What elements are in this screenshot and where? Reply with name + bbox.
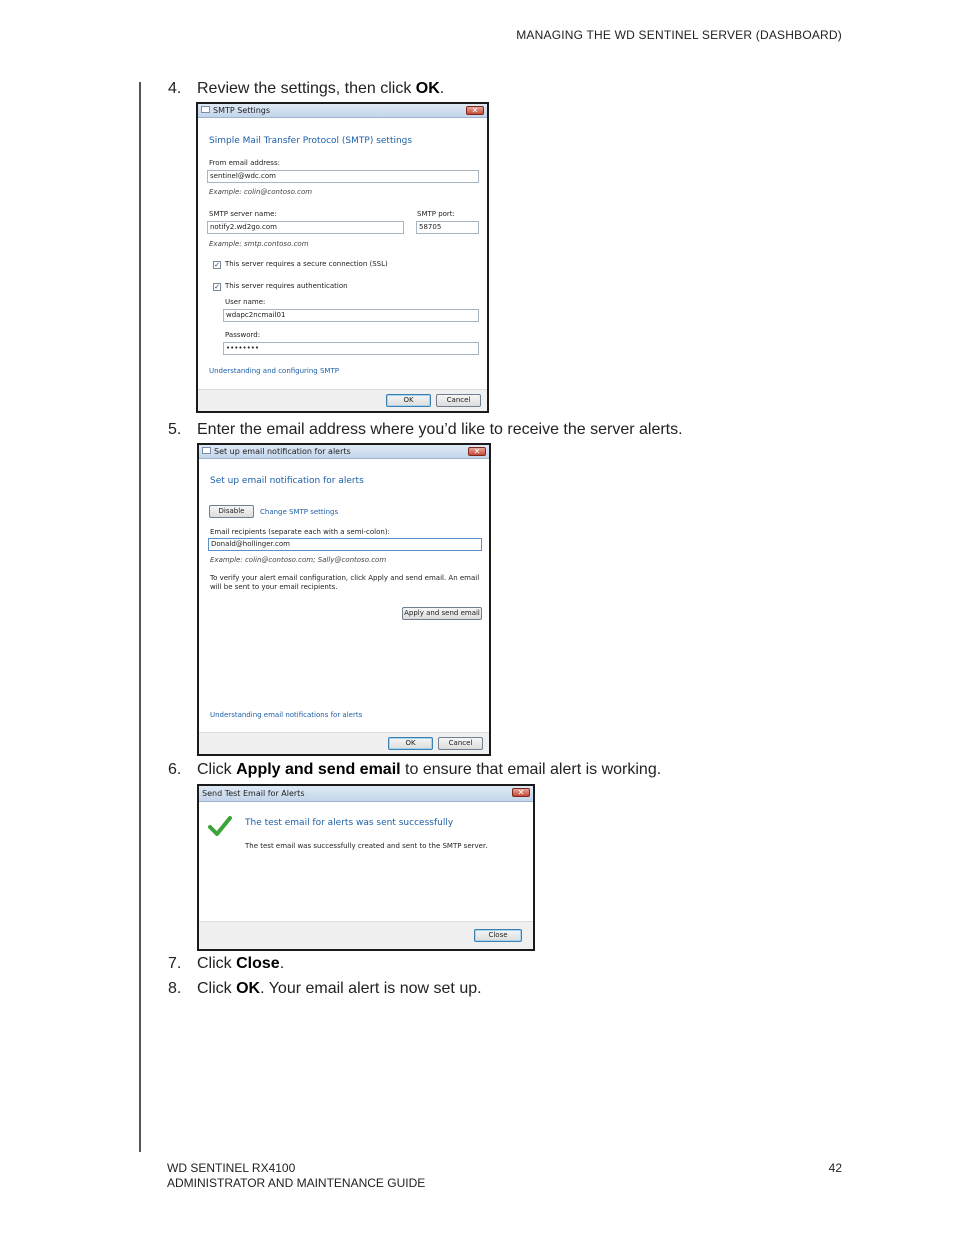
step-bold: Close (236, 955, 280, 972)
footer-product: WD SENTINEL RX4100 (167, 1161, 296, 1175)
recipients-input[interactable]: Donald@hollinger.com (208, 538, 482, 551)
success-check-icon (208, 815, 232, 837)
server-label: SMTP server name: (209, 210, 277, 218)
password-label: Password: (225, 331, 261, 339)
step-number: 4. (168, 80, 182, 97)
email-help-link[interactable]: Understanding email notifications for alerts (210, 711, 363, 719)
dialog-heading: The test email for alerts was sent successfully (245, 818, 454, 828)
close-icon[interactable]: ✕ (512, 788, 530, 797)
step-number: 5. (168, 421, 182, 438)
window-icon (202, 447, 211, 454)
dialog-footer (199, 732, 489, 754)
dialog-title: Set up email notification for alerts (214, 447, 351, 456)
smtp-server-input[interactable]: notify2.wd2go.com (207, 221, 404, 234)
step-text-end: . Your email alert is now set up. (260, 980, 482, 997)
username-label: User name: (225, 298, 266, 306)
ssl-checkbox[interactable]: ✓ (214, 261, 220, 269)
dialog-heading: Simple Mail Transfer Protocol (SMTP) settings (209, 136, 413, 146)
step-text: Review the settings, then click (197, 80, 416, 97)
email-notification-dialog (197, 443, 491, 756)
dialog-footer (199, 921, 533, 949)
dialog-footer (198, 389, 487, 411)
cancel-button[interactable]: Cancel (436, 394, 481, 407)
step-text: Click (197, 761, 237, 778)
step-text-end: . (279, 955, 285, 972)
change-smtp-link[interactable]: Change SMTP settings (260, 508, 339, 516)
close-button[interactable]: Close (474, 929, 522, 942)
auth-label: This server requires authentication (225, 282, 348, 290)
running-header: MANAGING THE WD SENTINEL SERVER (DASHBOARD) (516, 28, 842, 42)
smtp-help-link[interactable]: Understanding and configuring SMTP (209, 367, 339, 375)
from-example: Example: colin@contoso.com (209, 188, 313, 196)
step-number: 7. (168, 955, 182, 972)
smtp-settings-dialog (196, 102, 489, 413)
apply-and-send-button[interactable]: Apply and send email (402, 607, 482, 620)
username-input[interactable]: wdapc2ncmail01 (223, 309, 479, 322)
test-email-dialog (197, 784, 535, 951)
auth-checkbox[interactable]: ✓ (214, 283, 220, 291)
server-example: Example: smtp.contoso.com (209, 240, 309, 248)
step-6 (168, 761, 661, 779)
dialog-body (198, 118, 487, 389)
dialog-titlebar (199, 786, 533, 802)
dialog-titlebar (198, 104, 487, 118)
dialog-body (199, 802, 533, 921)
ok-button[interactable]: OK (388, 737, 433, 750)
dialog-titlebar (199, 445, 489, 459)
port-label: SMTP port: (417, 210, 455, 218)
window-icon (201, 106, 210, 113)
cancel-button[interactable]: Cancel (438, 737, 483, 750)
dialog-body (199, 459, 489, 732)
page-footer (167, 1161, 425, 1191)
step-text-end: . (439, 80, 445, 97)
dialog-title: SMTP Settings (213, 106, 271, 115)
password-input[interactable]: •••••••• (223, 342, 479, 355)
from-email-input[interactable]: sentinel@wdc.com (207, 170, 479, 183)
step-number: 8. (168, 980, 182, 997)
close-icon[interactable]: ✕ (468, 447, 486, 456)
step-number: 6. (168, 761, 182, 778)
step-text-end: to ensure that email alert is working. (400, 761, 662, 778)
step-5 (168, 421, 683, 439)
ok-button[interactable]: OK (386, 394, 431, 407)
footer-guide: ADMINISTRATOR AND MAINTENANCE GUIDE (167, 1176, 426, 1190)
dialog-title: Send Test Email for Alerts (202, 789, 305, 798)
close-icon[interactable]: ✕ (466, 106, 484, 115)
margin-rule (139, 82, 141, 1152)
verify-text: To verify your alert email configuration, click Apply and send email. An email will be sent to your email recipients. (210, 574, 480, 591)
step-bold: OK (236, 980, 261, 997)
recipients-label: Email recipients (separate each with a semi-colon): (210, 528, 390, 536)
recipients-example: Example: colin@contoso.com; Sally@contoso.com (210, 556, 387, 564)
success-message: The test email was successfully created and sent to the SMTP server. (245, 842, 488, 850)
step-text: Enter the email address where you’d like to receive the server alerts. (197, 421, 683, 438)
step-text: Click (197, 955, 237, 972)
step-7 (168, 955, 284, 973)
step-bold: OK (415, 80, 440, 97)
smtp-port-input[interactable]: 58705 (416, 221, 479, 234)
ssl-label: This server requires a secure connection (SSL) (225, 260, 388, 268)
step-4 (168, 80, 444, 98)
from-label: From email address: (209, 159, 280, 167)
disable-button[interactable]: Disable (209, 505, 254, 518)
page-number: 42 (828, 1161, 842, 1175)
step-text: Click (197, 980, 237, 997)
dialog-heading: Set up email notification for alerts (210, 476, 364, 486)
step-bold: Apply and send email (236, 761, 401, 778)
step-8 (168, 980, 482, 998)
